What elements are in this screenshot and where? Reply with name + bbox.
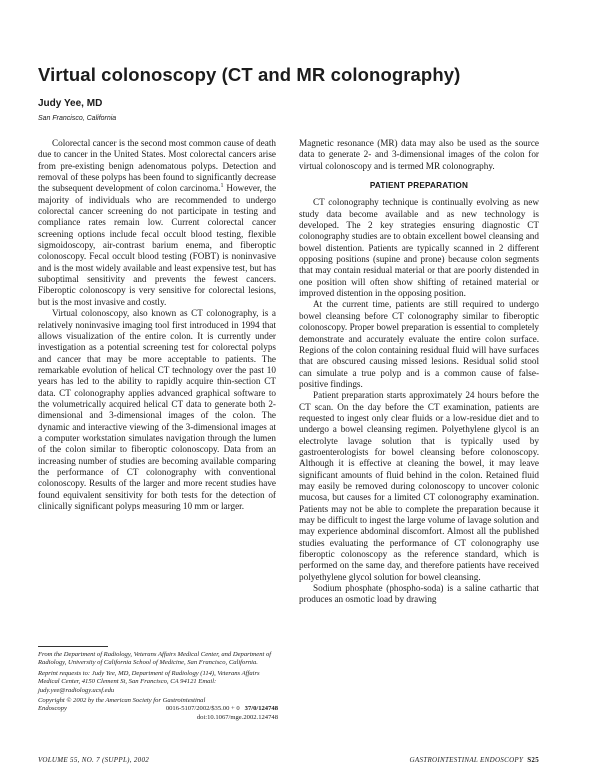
footnote-divider xyxy=(38,646,108,647)
footer-journal xyxy=(360,756,539,764)
body-paragraph: At the current time, patients are still required to undergo bowel cleansing before CT colonography similar to fiberoptic colonoscopy. Proper bowel preparation is essential to completely demonstrate and accurately evaluate the entire colon surface. Regions of the colon containing residual fluid will have surfaces that are obscured causing missed lesions. Residual solid stool can simulate a true polyp and is a common cause of false-positive findings. xyxy=(299,299,539,389)
footer-volume: VOLUME 55, NO. 7 (SUPPL), 2002 xyxy=(38,756,150,764)
body-paragraph: Sodium phosphate (phospho-soda) is a saline cathartic that produces an osmotic load by drawing xyxy=(299,583,539,605)
right-column xyxy=(299,138,539,753)
issn: 0016-5107/2002/$35.00 + 0 xyxy=(165,705,240,713)
author-affiliation: San Francisco, California xyxy=(38,115,117,122)
article-author: Judy Yee, MD xyxy=(38,98,103,109)
issn-code xyxy=(166,705,278,713)
body-paragraph: Magnetic resonance (MR) data may also be used as the source data to generate 2- and 3-dimensional images of the colon for virtual colonoscopy and is termed MR colonography. xyxy=(299,138,539,171)
footnote-affiliation: From the Department of Radiology, Veterans Affairs Medical Center, and Department of Radiology, University of California School of Medicine, San Francisco, California. xyxy=(38,651,272,667)
page-number: S25 xyxy=(527,756,539,764)
footnote-copyright-row xyxy=(38,705,278,713)
body-paragraph: CT colonography technique is continually evolving as new study data become available and as new technology is developed. The 2 key strategies ensuring diagnostic CT colonography studies are to obtain excellent bowel cleansing and bowel distention. Patients are typically scanned in 2 different opposing positions (supine and prone) because colon segments that may contain residual material or that are poorly distended in one position will often show shifting of retained material or improved distention in the opposing position. xyxy=(299,197,539,299)
copyright-label: Endoscopy xyxy=(38,705,67,713)
footnote-reprints: Reprint requests to: Judy Yee, MD, Department of Radiology (114), Veterans Affairs Medical Center, 4150 Clement St, San Francisco, CA 94121 Email: judy.yee@radiology.ucsf.edu xyxy=(38,669,260,694)
body-paragraph: Patient preparation starts approximately 24 hours before the CT scan. On the day before the CT examination, patients are requested to ingest only clear fluids or a low-residue diet and to undergo a bowel cleansing regimen. Polyethylene glycol is an electrolyte lavage solution that is typically used by gastroenterologists for bowel cleansing before colonoscopy. Although it is effective at cleaning the bowel, it may leave significant amounts of fluid behind in the colon. Retained fluid may easily be removed during colonoscopy to uncover colonic mucosa, but causes for a limited CT colonography examination. Patients may not be able to complete the preparation because it may be difficult to ingest the large volume of lavage solution and may experience abdominal discomfort. Almost all the published studies evaluating the performance of CT colonography use fiberoptic colonoscopy as the reference standard, which is performed on the same day, and therefore patients have received polyethylene glycol solution for bowel cleansing. xyxy=(299,390,539,582)
left-column xyxy=(38,138,276,638)
footnotes xyxy=(38,651,278,722)
article-code: 37/0/124748 xyxy=(244,705,278,713)
journal-name: GASTROINTESTINAL ENDOSCOPY xyxy=(409,756,524,764)
doi: doi:10.1067/mge.2002.124748 xyxy=(196,713,278,721)
footnote-copyright: Copyright © 2002 by the American Society for Gastrointestinal xyxy=(38,697,206,705)
body-paragraph xyxy=(38,138,276,308)
article-title: Virtual colonoscopy (CT and MR colonography) xyxy=(38,64,461,85)
paragraph-text: Colorectal cancer is the second most common cause of death due to cancer in the United States. Most colorectal cancers arise from pre-existing benign adenomatous polyps. Detection and removal of these polyps has been found to significantly decrease the subsequent development of colon carcinoma. xyxy=(38,138,276,194)
body-paragraph: Virtual colonoscopy, also known as CT colonography, is a relatively noninvasive imaging tool first introduced in 1994 that allows visualization of the entire colon. It is currently under investigation as a potential screening test for colorectal polyps and cancer that may be more acceptable to patients. The remarkable evolution of helical CT technology over the past 10 years has led to the ability to rapidly acquire thin-section CT data. CT colonography applies advanced graphical software to the volumetrically acquired helical CT data to generate both 2-dimensional and 3-dimensional images of the colon. The dynamic and interactive viewing of the 3-dimensional images at a computer workstation simulates navigation through the lumen of the colon similar to fiberoptic colonoscopy. Data from an increasing number of studies are becoming available comparing the performance of CT colonography with conventional colonoscopy. Results of the larger and more recent studies have found equivalent sensitivity for both tests for the detection of clinically significant polyps measuring 10 mm or larger. xyxy=(38,308,276,511)
section-heading: PATIENT PREPARATION xyxy=(369,181,469,191)
reference-marker: 1 xyxy=(220,183,224,190)
paragraph-text: However, the majority of individuals who are recommended to undergo colorectal cancer screening do not participate in testing and compliance rates remain low. Current colorectal cancer screening options include fecal occult blood testing, flexible sigmoidoscopy, air-contrast barium enema, and fiberoptic colonoscopy. Fecal occult blood testing (FOBT) is noninvasive and is the most widely available and least expensive test, but has suboptimal sensitivity and prevents the fewest cancers. Fiberoptic colonoscopy is very sensitive for colorectal lesions, but is the most invasive and costly. xyxy=(38,183,276,307)
